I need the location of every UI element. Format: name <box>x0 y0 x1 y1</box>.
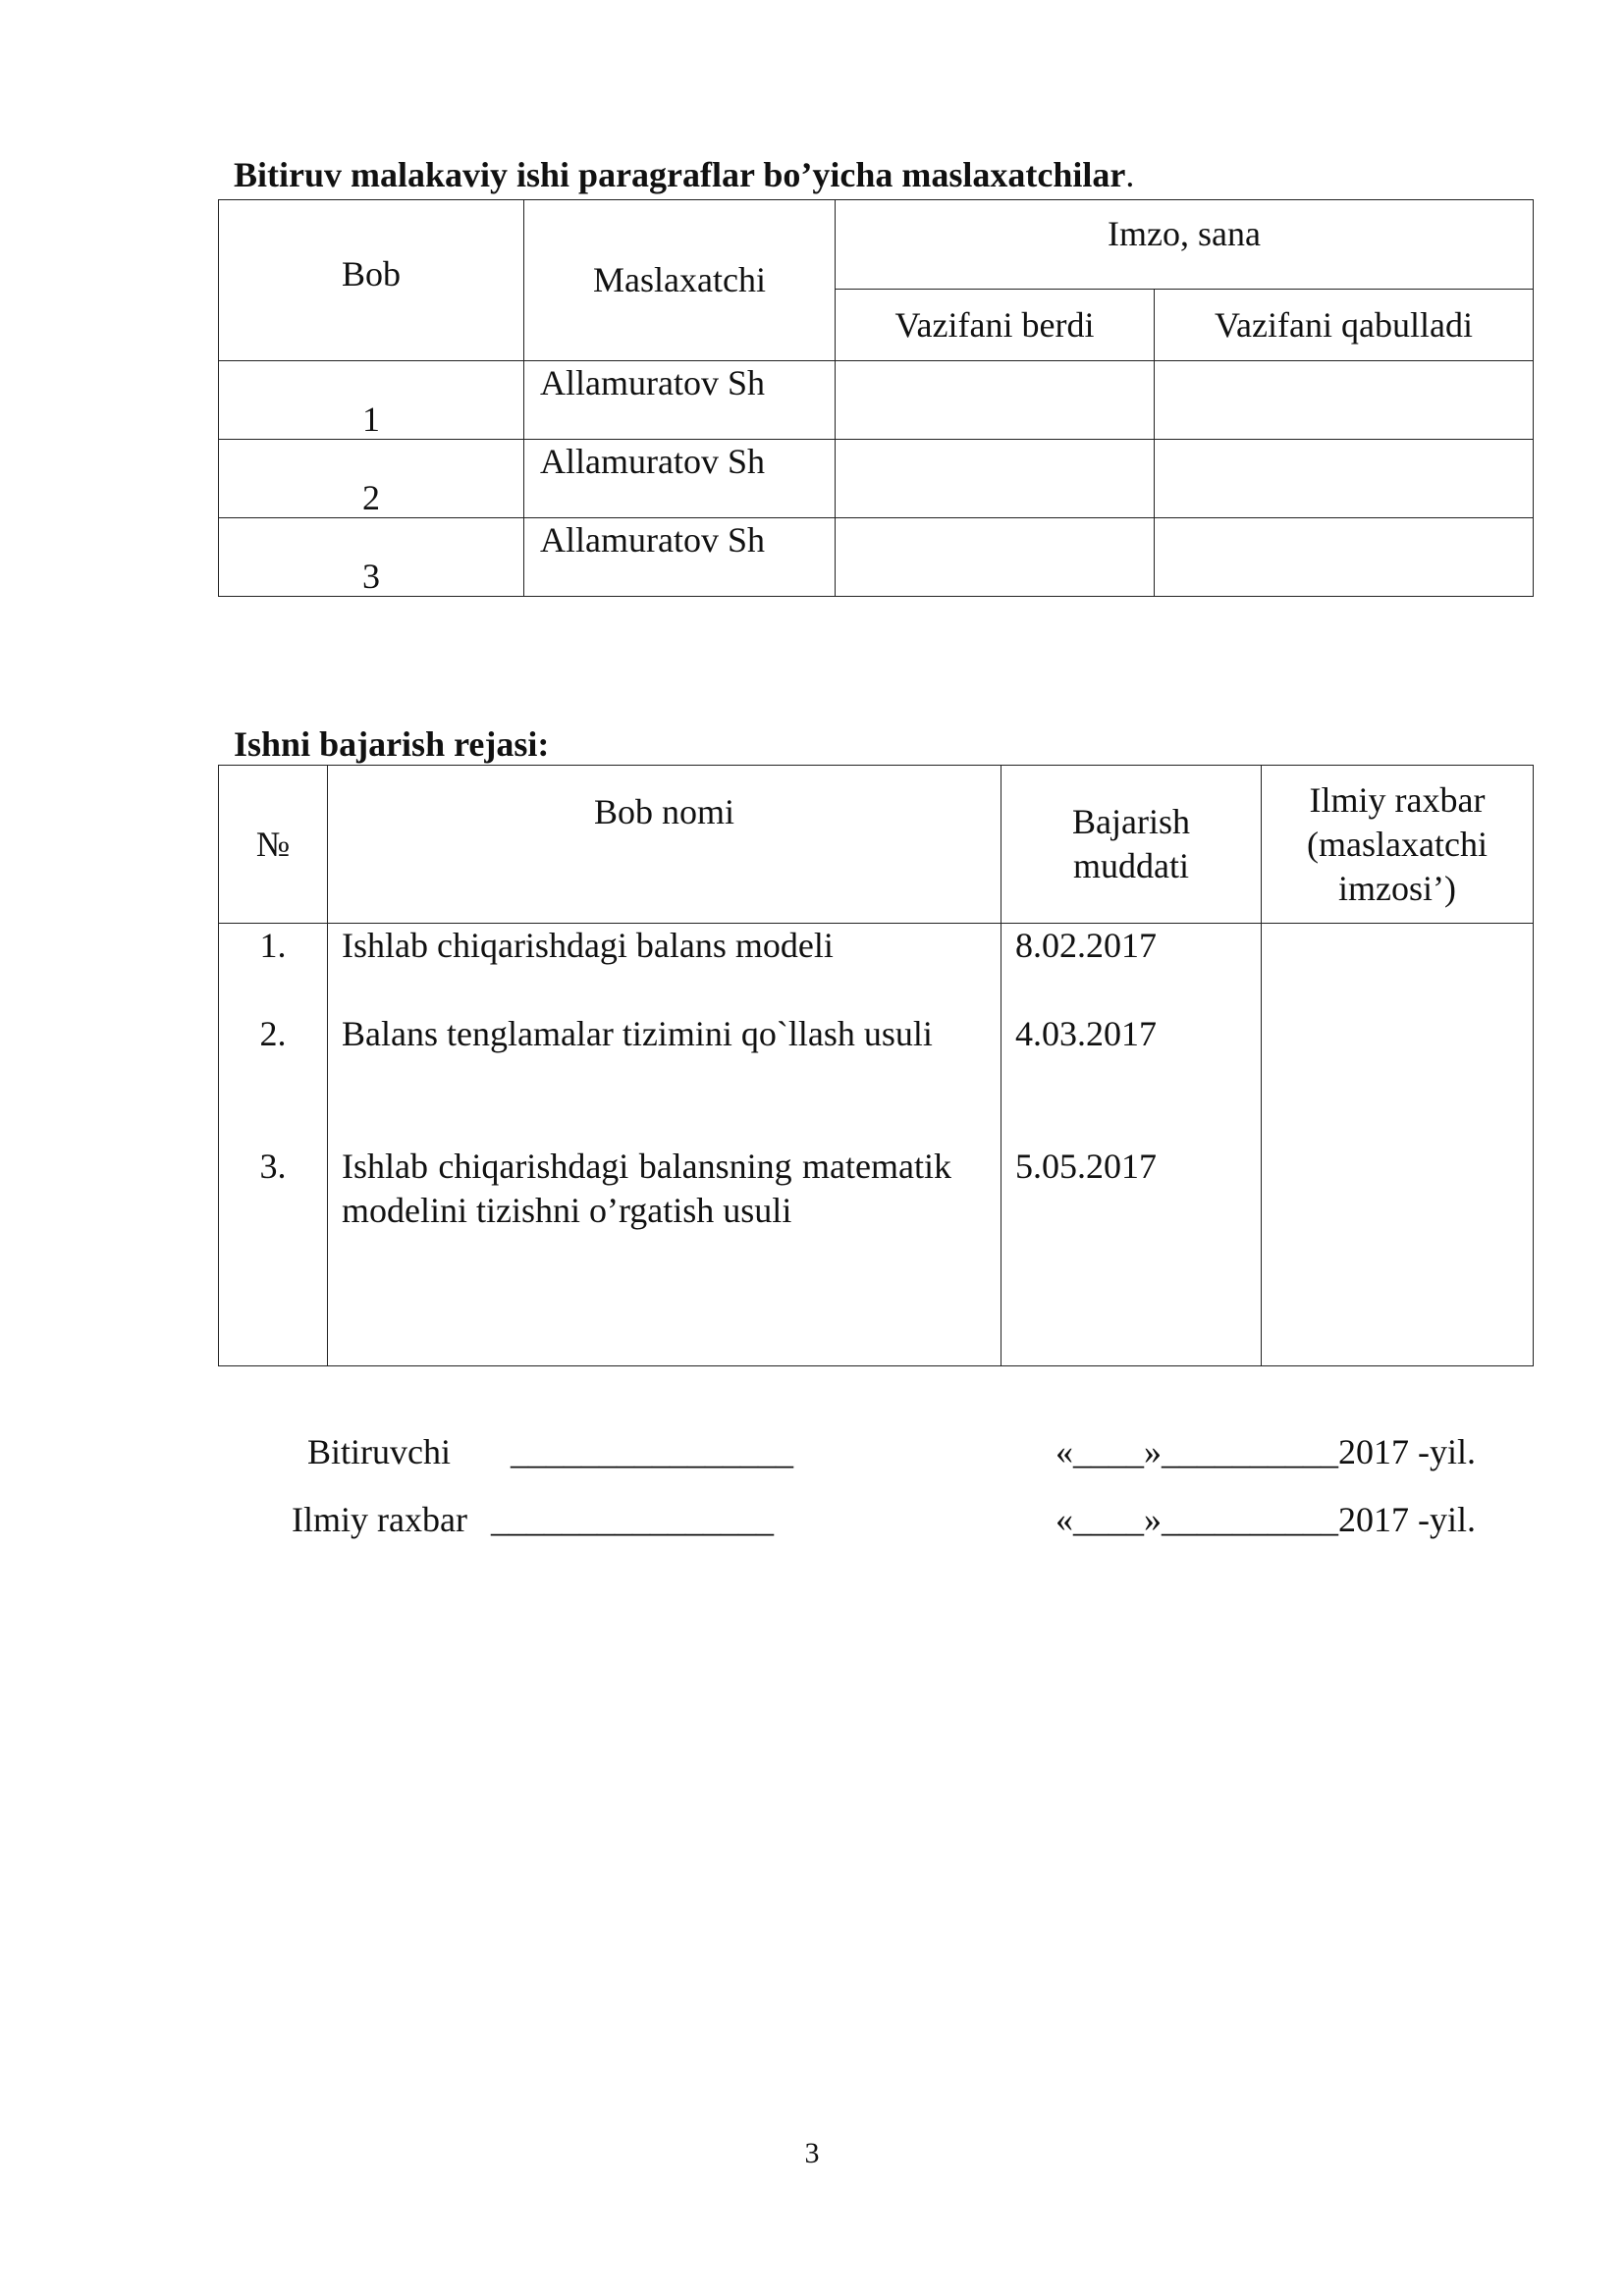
graduate-date-line: «____»__________2017 -yil. <box>1056 1432 1476 1471</box>
task-accepted-cell <box>1155 440 1534 518</box>
header-signature-date: Imzo, sana <box>836 200 1534 290</box>
chapter-name: Ishlab chiqarishdagi balansning matematik modelini tizishni o’rgatish usuli <box>342 1147 951 1230</box>
table-row <box>219 440 1534 518</box>
plan-section-title: Ishni bajarish rejasi: <box>234 724 550 764</box>
plan-body-row <box>219 924 1534 1366</box>
bob-number: 2 <box>219 440 524 518</box>
consultants-table <box>218 199 1534 597</box>
consultants-title-punct: . <box>1125 155 1135 194</box>
work-plan-table <box>218 765 1534 1366</box>
chapter-names-column <box>328 924 1001 1366</box>
bob-number: 1 <box>219 361 524 440</box>
row-number: 2. <box>259 1014 287 1053</box>
row-number: 3. <box>259 1147 287 1186</box>
chapter-name: Balans tenglamalar tizimini qo`llash usuli <box>342 1014 933 1053</box>
task-accepted-cell <box>1155 361 1534 440</box>
header-number: № <box>219 766 328 924</box>
header-advisor-sign: Ilmiy raxbar (maslaxatchi imzosi’) <box>1262 766 1534 924</box>
advisor-date-line: «____»__________2017 -yil. <box>1056 1500 1476 1539</box>
table-row <box>219 518 1534 597</box>
header-deadline: Bajarish muddati <box>1001 766 1262 924</box>
header-bob: Bob <box>219 200 524 361</box>
task-given-cell <box>836 518 1155 597</box>
bob-number: 3 <box>219 518 524 597</box>
row-number: 1. <box>259 926 287 965</box>
header-task-given: Vazifani berdi <box>836 290 1155 361</box>
task-accepted-cell <box>1155 518 1534 597</box>
consultants-title-text: Bitiruv malakaviy ishi paragraflar bo’yicha maslaxatchilar <box>234 155 1126 194</box>
deadlines-column <box>1001 924 1262 1366</box>
advisor-sign-column <box>1262 924 1534 1366</box>
task-given-cell <box>836 361 1155 440</box>
header-chapter-name: Bob nomi <box>328 766 1001 924</box>
table-row <box>219 361 1534 440</box>
task-given-cell <box>836 440 1155 518</box>
advisor-label: Ilmiy raxbar <box>292 1500 467 1539</box>
chapter-name: Ishlab chiqarishdagi balans modeli <box>342 926 834 965</box>
advisor-sign-line: ________________ <box>491 1500 774 1539</box>
deadline-date: 4.03.2017 <box>1015 1014 1157 1053</box>
header-task-accepted: Vazifani qabulladi <box>1155 290 1534 361</box>
consultant-name: Allamuratov Sh <box>524 518 836 597</box>
numbers-column <box>219 924 328 1366</box>
consultant-name: Allamuratov Sh <box>524 361 836 440</box>
header-consultant: Maslaxatchi <box>524 200 836 361</box>
page-number: 3 <box>804 2137 820 2169</box>
deadline-date: 8.02.2017 <box>1015 926 1157 965</box>
consultants-section-title <box>234 155 1134 194</box>
deadline-date: 5.05.2017 <box>1015 1147 1157 1186</box>
consultant-name: Allamuratov Sh <box>524 440 836 518</box>
graduate-label: Bitiruvchi <box>307 1432 451 1471</box>
graduate-sign-line: ________________ <box>511 1432 793 1471</box>
